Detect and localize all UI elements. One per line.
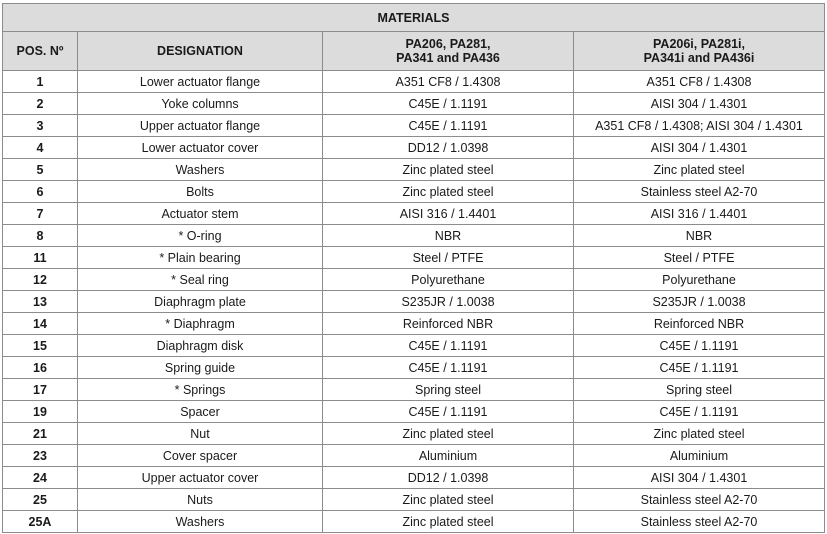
header-standard-models-line1: PA206, PA281, [405, 37, 491, 51]
table-row [3, 379, 825, 401]
material-standard-cell: Zinc plated steel [323, 423, 574, 445]
designation-cell: Cover spacer [78, 445, 323, 467]
material-standard-cell: C45E / 1.1191 [323, 115, 574, 137]
table-row [3, 423, 825, 445]
table-row [3, 313, 825, 335]
material-standard-cell: A351 CF8 / 1.4308 [323, 71, 574, 93]
material-stainless-cell: C45E / 1.1191 [574, 335, 825, 357]
table-body [3, 71, 825, 533]
designation-cell: Bolts [78, 181, 323, 203]
pos-cell: 3 [3, 115, 78, 137]
header-designation: DESIGNATION [78, 32, 323, 71]
table-row [3, 511, 825, 533]
table-row [3, 203, 825, 225]
table-row [3, 357, 825, 379]
pos-cell: 6 [3, 181, 78, 203]
material-stainless-cell: Stainless steel A2-70 [574, 181, 825, 203]
table-row [3, 445, 825, 467]
pos-cell: 7 [3, 203, 78, 225]
pos-cell: 11 [3, 247, 78, 269]
designation-cell: Lower actuator cover [78, 137, 323, 159]
designation-cell: * O-ring [78, 225, 323, 247]
designation-cell: * Plain bearing [78, 247, 323, 269]
material-standard-cell: Spring steel [323, 379, 574, 401]
header-standard-models [323, 32, 574, 71]
table-title-row [3, 4, 825, 32]
pos-cell: 23 [3, 445, 78, 467]
table-row [3, 71, 825, 93]
designation-cell: Nut [78, 423, 323, 445]
material-stainless-cell: Stainless steel A2-70 [574, 511, 825, 533]
pos-cell: 2 [3, 93, 78, 115]
pos-cell: 8 [3, 225, 78, 247]
material-standard-cell: Steel / PTFE [323, 247, 574, 269]
designation-cell: Washers [78, 159, 323, 181]
material-stainless-cell: Zinc plated steel [574, 423, 825, 445]
material-stainless-cell: AISI 304 / 1.4301 [574, 93, 825, 115]
table-row [3, 247, 825, 269]
pos-cell: 12 [3, 269, 78, 291]
table-row [3, 335, 825, 357]
header-pos: POS. Nº [3, 32, 78, 71]
material-standard-cell: AISI 316 / 1.4401 [323, 203, 574, 225]
material-stainless-cell: Reinforced NBR [574, 313, 825, 335]
header-stainless-models-line2: PA341i and PA436i [643, 51, 755, 65]
table-row [3, 467, 825, 489]
designation-cell: Spring guide [78, 357, 323, 379]
header-row [3, 32, 825, 71]
pos-cell: 19 [3, 401, 78, 423]
material-standard-cell: Zinc plated steel [323, 181, 574, 203]
material-stainless-cell: AISI 316 / 1.4401 [574, 203, 825, 225]
pos-cell: 24 [3, 467, 78, 489]
pos-cell: 16 [3, 357, 78, 379]
material-standard-cell: S235JR / 1.0038 [323, 291, 574, 313]
table-row [3, 181, 825, 203]
table-title: MATERIALS [3, 4, 825, 32]
materials-table [2, 3, 825, 533]
material-standard-cell: Zinc plated steel [323, 489, 574, 511]
pos-cell: 1 [3, 71, 78, 93]
material-standard-cell: Reinforced NBR [323, 313, 574, 335]
designation-cell: * Seal ring [78, 269, 323, 291]
material-standard-cell: DD12 / 1.0398 [323, 467, 574, 489]
table-row [3, 115, 825, 137]
material-standard-cell: DD12 / 1.0398 [323, 137, 574, 159]
material-stainless-cell: A351 CF8 / 1.4308; AISI 304 / 1.4301 [574, 115, 825, 137]
designation-cell: * Springs [78, 379, 323, 401]
material-stainless-cell: A351 CF8 / 1.4308 [574, 71, 825, 93]
pos-cell: 14 [3, 313, 78, 335]
table-row [3, 291, 825, 313]
header-stainless-models [574, 32, 825, 71]
designation-cell: * Diaphragm [78, 313, 323, 335]
material-stainless-cell: Steel / PTFE [574, 247, 825, 269]
header-standard-models-line2: PA341 and PA436 [396, 51, 500, 65]
designation-cell: Upper actuator flange [78, 115, 323, 137]
material-standard-cell: NBR [323, 225, 574, 247]
table-row [3, 269, 825, 291]
material-stainless-cell: AISI 304 / 1.4301 [574, 137, 825, 159]
table-row [3, 93, 825, 115]
material-standard-cell: C45E / 1.1191 [323, 335, 574, 357]
table-row [3, 225, 825, 247]
material-stainless-cell: AISI 304 / 1.4301 [574, 467, 825, 489]
designation-cell: Nuts [78, 489, 323, 511]
material-stainless-cell: C45E / 1.1191 [574, 357, 825, 379]
material-stainless-cell: Stainless steel A2-70 [574, 489, 825, 511]
designation-cell: Spacer [78, 401, 323, 423]
designation-cell: Yoke columns [78, 93, 323, 115]
material-stainless-cell: S235JR / 1.0038 [574, 291, 825, 313]
pos-cell: 25 [3, 489, 78, 511]
material-standard-cell: C45E / 1.1191 [323, 401, 574, 423]
table-row [3, 401, 825, 423]
material-stainless-cell: Spring steel [574, 379, 825, 401]
material-stainless-cell: C45E / 1.1191 [574, 401, 825, 423]
pos-cell: 15 [3, 335, 78, 357]
pos-cell: 17 [3, 379, 78, 401]
designation-cell: Washers [78, 511, 323, 533]
material-standard-cell: Aluminium [323, 445, 574, 467]
material-stainless-cell: Zinc plated steel [574, 159, 825, 181]
table-row [3, 489, 825, 511]
designation-cell: Diaphragm plate [78, 291, 323, 313]
table-row [3, 137, 825, 159]
material-standard-cell: C45E / 1.1191 [323, 93, 574, 115]
pos-cell: 13 [3, 291, 78, 313]
pos-cell: 4 [3, 137, 78, 159]
material-stainless-cell: NBR [574, 225, 825, 247]
material-standard-cell: Polyurethane [323, 269, 574, 291]
designation-cell: Actuator stem [78, 203, 323, 225]
pos-cell: 25A [3, 511, 78, 533]
table-row [3, 159, 825, 181]
pos-cell: 21 [3, 423, 78, 445]
designation-cell: Lower actuator flange [78, 71, 323, 93]
material-stainless-cell: Aluminium [574, 445, 825, 467]
material-stainless-cell: Polyurethane [574, 269, 825, 291]
designation-cell: Diaphragm disk [78, 335, 323, 357]
material-standard-cell: Zinc plated steel [323, 511, 574, 533]
material-standard-cell: Zinc plated steel [323, 159, 574, 181]
material-standard-cell: C45E / 1.1191 [323, 357, 574, 379]
header-stainless-models-line1: PA206i, PA281i, [653, 37, 745, 51]
pos-cell: 5 [3, 159, 78, 181]
designation-cell: Upper actuator cover [78, 467, 323, 489]
